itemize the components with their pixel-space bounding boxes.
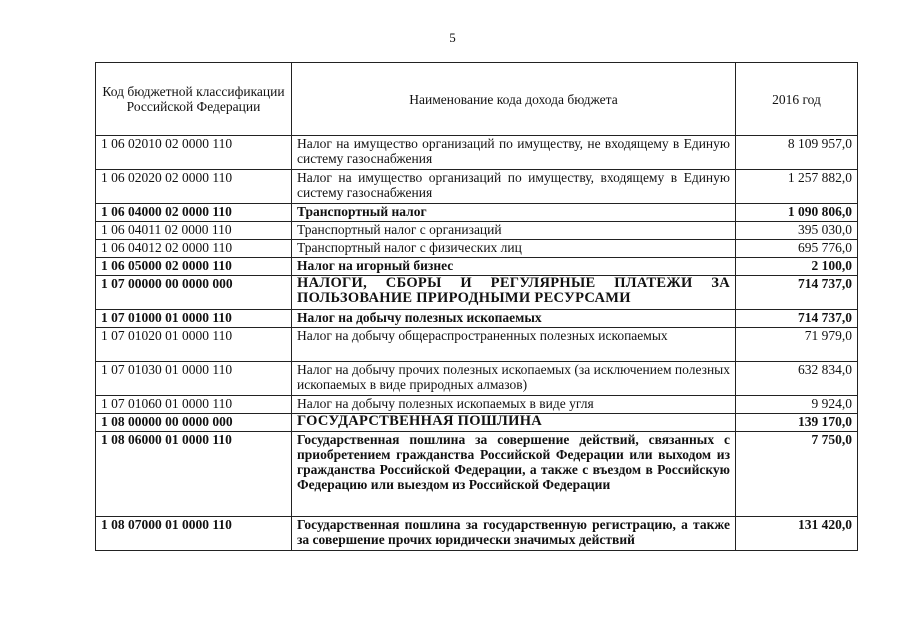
row-amount: 139 170,0 (736, 414, 858, 432)
table-header-row (96, 63, 858, 136)
table-row (96, 328, 858, 362)
table-row (96, 362, 858, 396)
row-code: 1 08 00000 00 0000 000 (96, 414, 292, 432)
row-code: 1 08 06000 01 0000 110 (96, 432, 292, 517)
row-amount: 395 030,0 (736, 222, 858, 240)
row-amount: 2 100,0 (736, 258, 858, 276)
row-name: Государственная пошлина за государственную регистрацию, а также за совершение прочих юридически значимых действий (292, 517, 736, 551)
row-name: Налог на добычу прочих полезных ископаемых (за исключением полезных ископаемых в виде природных алмазов) (292, 362, 736, 396)
row-code: 1 07 00000 00 0000 000 (96, 276, 292, 310)
table-row (96, 136, 858, 170)
row-code: 1 06 04012 02 0000 110 (96, 240, 292, 258)
table-row (96, 276, 858, 310)
table-row (96, 240, 858, 258)
row-name: Налог на добычу общераспространенных полезных ископаемых (292, 328, 736, 362)
row-code: 1 06 02020 02 0000 110 (96, 170, 292, 204)
row-code: 1 06 04000 02 0000 110 (96, 204, 292, 222)
table-row (96, 432, 858, 517)
row-name: НАЛОГИ, СБОРЫ И РЕГУЛЯРНЫЕ ПЛАТЕЖИ ЗА ПОЛЬЗОВАНИЕ ПРИРОДНЫМИ РЕСУРСАМИ (292, 276, 736, 310)
table-row (96, 170, 858, 204)
row-code: 1 08 07000 01 0000 110 (96, 517, 292, 551)
page-number: 5 (449, 30, 456, 45)
row-amount: 8 109 957,0 (736, 136, 858, 170)
header-name: Наименование кода дохода бюджета (292, 63, 736, 136)
row-name: Налог на добычу полезных ископаемых в виде угля (292, 396, 736, 414)
row-amount: 714 737,0 (736, 310, 858, 328)
row-amount: 714 737,0 (736, 276, 858, 310)
row-amount: 71 979,0 (736, 328, 858, 362)
row-code: 1 07 01030 01 0000 110 (96, 362, 292, 396)
header-code: Код бюджетной классификации Российской Федерации (96, 63, 292, 136)
row-name: Налог на добычу полезных ископаемых (292, 310, 736, 328)
row-name: ГОСУДАРСТВЕННАЯ ПОШЛИНА (292, 414, 736, 432)
budget-revenue-table (95, 62, 858, 551)
table-row (96, 258, 858, 276)
row-name: Налог на игорный бизнес (292, 258, 736, 276)
row-name: Транспортный налог (292, 204, 736, 222)
row-name: Налог на имущество организаций по имуществу, не входящему в Единую систему газоснабжения (292, 136, 736, 170)
row-code: 1 06 04011 02 0000 110 (96, 222, 292, 240)
row-amount: 131 420,0 (736, 517, 858, 551)
row-amount: 9 924,0 (736, 396, 858, 414)
row-amount: 1 090 806,0 (736, 204, 858, 222)
row-code: 1 07 01020 01 0000 110 (96, 328, 292, 362)
row-name: Налог на имущество организаций по имуществу, входящему в Единую систему газоснабжения (292, 170, 736, 204)
table-row (96, 396, 858, 414)
table-row (96, 414, 858, 432)
table-row (96, 204, 858, 222)
row-code: 1 07 01060 01 0000 110 (96, 396, 292, 414)
row-amount: 1 257 882,0 (736, 170, 858, 204)
table-row (96, 517, 858, 551)
row-name: Транспортный налог с физических лиц (292, 240, 736, 258)
row-code: 1 06 02010 02 0000 110 (96, 136, 292, 170)
row-name: Транспортный налог с организаций (292, 222, 736, 240)
row-name: Государственная пошлина за совершение действий, связанных с приобретением гражданства Российской Федерации или выходом из гражданства Российской Федерации, а также с въездом в Российскую Федерацию или выездом из Российской Федерации (292, 432, 736, 517)
row-amount: 695 776,0 (736, 240, 858, 258)
table-row (96, 310, 858, 328)
header-year: 2016 год (736, 63, 858, 136)
row-amount: 7 750,0 (736, 432, 858, 517)
row-code: 1 07 01000 01 0000 110 (96, 310, 292, 328)
table-row (96, 222, 858, 240)
row-code: 1 06 05000 02 0000 110 (96, 258, 292, 276)
row-amount: 632 834,0 (736, 362, 858, 396)
